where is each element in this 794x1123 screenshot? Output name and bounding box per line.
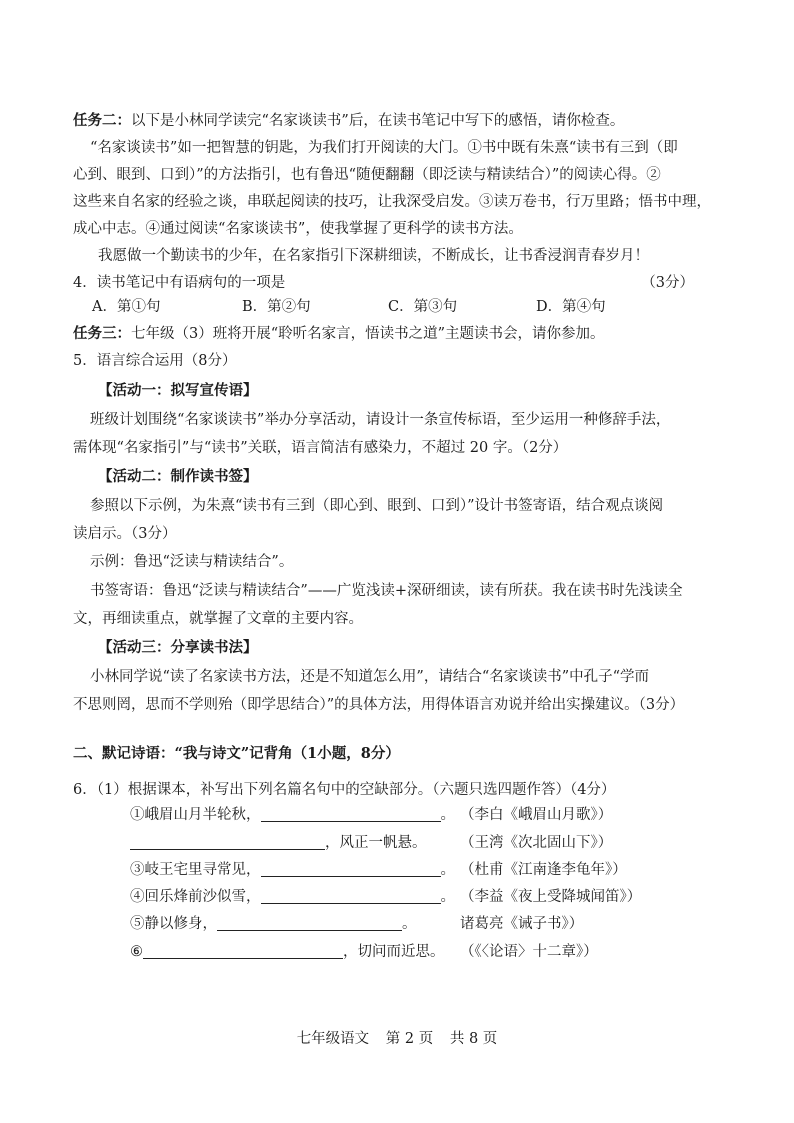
task3-intro: 七年级（3）班将开展“聆听名家言，悟读书之道”主题读书会，请你参加。	[131, 326, 605, 342]
activity1-line2: 需体现“名家指引”与“读书”关联，语言简洁有感染力，不超过 20 字。（2分）	[73, 440, 568, 456]
activity1-title: 【活动一：拟写宣传语】	[98, 382, 258, 399]
activity2-example: 示例：鲁迅“泛读与精读结合”。	[90, 554, 294, 570]
page-footer	[0, 1027, 794, 1048]
poem-6-given: ⑥	[130, 944, 143, 960]
poem-3-end: 。	[440, 862, 455, 878]
task3-line	[73, 323, 605, 345]
poem-4-end: 。	[440, 889, 455, 905]
q4-option-c: C．第③句	[388, 299, 458, 315]
bookmark-line2: 文，再细读重点，就掌握了文章的主要内容。	[73, 611, 363, 627]
task2-intro: 以下是小林同学读完“名家谈读书”后，在读书笔记中写下的感悟，请你检查。	[131, 113, 625, 129]
poem-line-3	[130, 859, 455, 881]
task2-p1-line2: 心到、眼到、口到）”的方法指引，也有鲁迅“随便翻翻（即泛读与精读结合）”的阅读心得。②	[73, 167, 661, 183]
task2-heading: 任务二：	[73, 112, 131, 129]
activity3-title: 【活动三：分享读书法】	[98, 639, 258, 656]
activity3-line1: 小林同学说“读了名家读书方法，还是不知道怎么用”，请结合“名家谈读书”中孔子“学而	[90, 669, 650, 685]
poem-4-source: （李益《夜上受降城闻笛》）	[460, 889, 642, 905]
task2-p2: 我愿做一个勤读书的少年，在名家指引下深耕细读，不断成长，让书香浸润青春岁月！	[98, 248, 649, 264]
poem-5-given: ⑤静以修身，	[130, 916, 217, 932]
task2-p1-line3: 这些来自名家的经验之谈，串联起阅读的技巧，让我深受启发。③读万卷书，行万里路；悟书中理，	[73, 194, 711, 210]
task3-heading: 任务三：	[73, 325, 131, 342]
activity2-line1: 参照以下示例，为朱熹“读书有三到（即心到、眼到、口到）”设计书签寄语，结合观点谈阅	[90, 498, 664, 514]
poem-5-blank[interactable]	[217, 914, 402, 931]
task2-p1-line4: 成心中志。④通过阅读“名家谈读书”，使我掌握了更科学的读书方法。	[73, 221, 523, 237]
poem-1-end: 。	[440, 807, 455, 823]
activity3-line2: 不思则罔，思而不学则殆（即学思结合）”的具体方法，用得体语言劝说并给出实操建议。（3分）	[73, 697, 685, 713]
footer-page-number: 第 2 页	[385, 1031, 434, 1047]
q4-score: （3分）	[641, 275, 694, 291]
q4-option-a: A．第①句	[92, 299, 161, 315]
poem-6-source: （《〈论语〉十二章》）	[460, 944, 598, 960]
footer-total-pages: 共 8 页	[449, 1031, 498, 1047]
poem-3-blank[interactable]	[261, 860, 441, 877]
q6-stem: 6．（1）根据课本，补写出下列名篇名句中的空缺部分。（六题只选四题作答）（4分）	[73, 782, 616, 798]
task2-p1-line1: “名家谈读书”如一把智慧的钥匙，为我们打开阅读的大门。①书中既有朱熹“读书有三到（即	[90, 140, 678, 156]
poem-4-given: ④回乐烽前沙似雪，	[130, 889, 261, 905]
q5-stem: 5．语言综合运用（8分）	[73, 353, 237, 369]
poem-line-1	[130, 804, 455, 826]
poem-4-blank[interactable]	[261, 887, 441, 904]
poem-2-blank[interactable]	[130, 833, 325, 850]
q4-stem: 4．读书笔记中有语病句的一项是	[73, 275, 286, 291]
poem-1-blank[interactable]	[261, 805, 441, 822]
activity1-line1: 班级计划围绕“名家谈读书”举办分享活动，请设计一条宣传标语，至少运用一种修辞手法，	[90, 412, 671, 428]
poem-2-source: （王湾《次北固山下》）	[460, 835, 613, 851]
bookmark-line1: 书签寄语：鲁迅“泛读与精读结合”——广览浅读+深研细读，读有所获。我在读书时先浅读全	[90, 583, 683, 599]
q4-option-b: B．第②句	[242, 299, 311, 315]
poem-line-5	[130, 913, 417, 935]
q4-option-d: D．第④句	[536, 299, 606, 315]
poem-line-2	[130, 832, 427, 854]
poem-1-given: ①峨眉山月半轮秋，	[130, 807, 261, 823]
task2-line	[73, 110, 624, 132]
poem-6-blank[interactable]	[143, 942, 343, 959]
poem-1-source: （李白《峨眉山月歌》）	[460, 807, 613, 823]
section2-heading: 二、默记诗语：“我与诗文”记背角（1小题，8分）	[73, 745, 400, 762]
poem-3-given: ③岐王宅里寻常见，	[130, 862, 261, 878]
footer-subject: 七年级语文	[296, 1031, 370, 1047]
poem-line-6	[130, 941, 445, 963]
poem-2-end: ，风正一帆悬。	[325, 835, 427, 851]
activity2-title: 【活动二：制作读书签】	[98, 468, 258, 485]
activity2-line2: 读启示。（3分）	[73, 526, 177, 542]
poem-line-4	[130, 886, 455, 908]
poem-6-end: ，切问而近思。	[343, 944, 445, 960]
poem-5-source: 诸葛亮《诫子书》）	[460, 916, 584, 932]
poem-3-source: （杜甫《江南逢李龟年》）	[460, 862, 627, 878]
poem-5-end: 。	[402, 916, 417, 932]
